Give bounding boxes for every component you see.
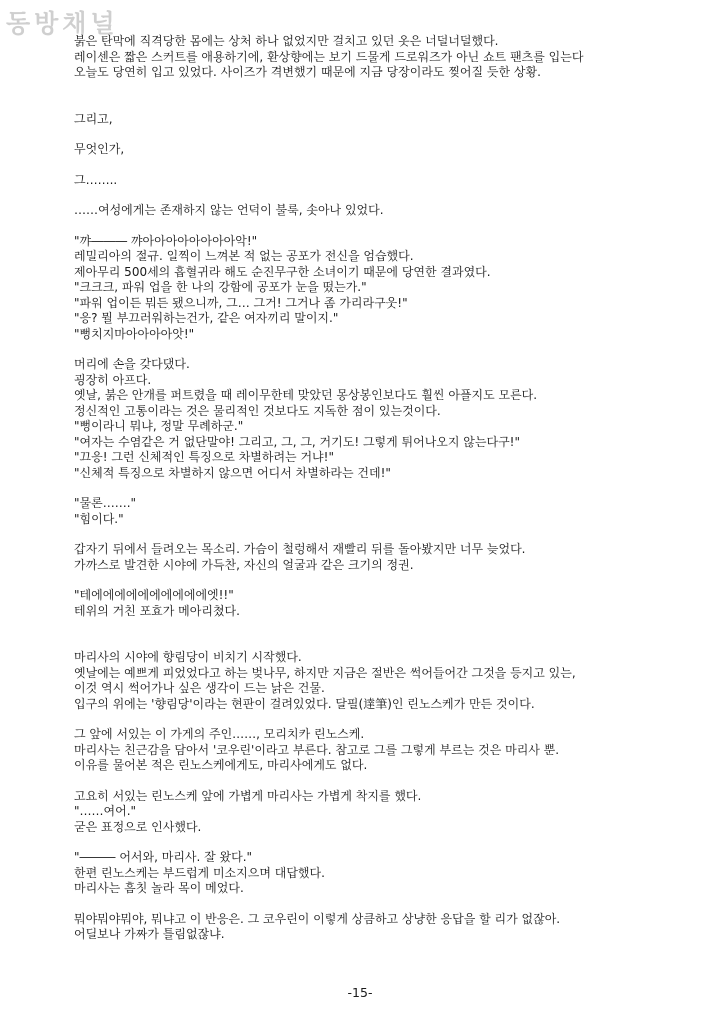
text-line: "물론……." — [74, 496, 137, 510]
paragraph — [74, 142, 634, 158]
paragraph — [74, 112, 634, 128]
text-line: 굳은 표정으로 인사했다. — [74, 819, 202, 834]
paragraph — [74, 850, 634, 897]
text-line: "뻥이라니 뭐냐, 정말 무례하군." — [74, 419, 244, 433]
text-line: 입구의 위에는 '향림당'이라는 현판이 걸려있었다. 달필(達筆)인 린노스케가 만든 것이다. — [74, 696, 535, 711]
text-line: "꺄――― 꺄아아아아아아아아악!" — [74, 233, 258, 248]
text-line: "……여어." — [74, 804, 137, 818]
text-line: 갑자기 뒤에서 들려오는 목소리. 가슴이 철렁해서 재빨리 뒤를 돌아봤지만 너무 늦었다. — [74, 542, 526, 556]
text-line: 고요히 서있는 린노스케 앞에 가볍게 마리사는 가볍게 착지를 했다. — [74, 788, 422, 803]
text-line: 그 앞에 서있는 이 가게의 주인……, 모리치카 린노스케. — [74, 727, 365, 741]
text-line: ……여성에게는 존재하지 않는 언덕이 불룩, 솟아나 있었다. — [74, 203, 384, 217]
text-line: "파워 업이든 뭐든 됐으니까, 그… 그거! 그거나 좀 가리라구웃!" — [74, 295, 408, 310]
text-line: 옛날, 붉은 안개를 퍼트렸을 때 레이무한테 맞았던 몽상봉인보다도 훨씬 아플지도 모른다. — [74, 388, 538, 402]
paragraph — [74, 173, 634, 189]
text-line: "테에에에에에에에에에에엣!!" — [74, 588, 234, 602]
watermark-logo: 동방채널 — [6, 9, 119, 38]
paragraph — [74, 203, 634, 219]
text-line: 머리에 손을 갖다댔다. — [74, 357, 190, 371]
text-line: 마리사의 시야에 향림당이 비치기 시작했다. — [74, 650, 302, 664]
page-body — [74, 34, 634, 943]
paragraph — [74, 234, 634, 343]
text-line: 이것 역시 썩어가나 싶은 생각이 드는 낡은 건물. — [74, 681, 325, 695]
text-line: "――― 어서와, 마리사. 잘 왔다." — [74, 850, 253, 864]
text-line: 무엇인가, — [74, 142, 125, 156]
paragraph — [74, 727, 634, 774]
text-line: 오늘도 당연히 입고 있었다. 사이즈가 격변했기 때문에 지금 당장이라도 찢어질 듯한 상황. — [74, 65, 541, 79]
paragraph — [74, 542, 634, 573]
text-line: "신체적 특징으로 차별하지 않으면 어디서 차별하라는 건데!" — [74, 465, 391, 480]
text-line: 한편 린노스케는 부드럽게 미소지으며 대답했다. — [74, 865, 325, 880]
text-line: 가까스로 발견한 시야에 가득찬, 자신의 얼굴과 같은 크기의 정권. — [74, 557, 414, 572]
text-line: 마리사는 흠칫 놀라 목이 메었다. — [74, 881, 244, 895]
text-line: 레이센은 짧은 스커트를 애용하기에, 환상향에는 보기 드물게 드로워즈가 아닌 쇼트 팬츠를 입는다 — [74, 49, 584, 64]
text-line: 붉은 탄막에 직격당한 몸에는 상처 하나 없었지만 걸치고 있던 옷은 너덜너덜했다. — [74, 34, 499, 48]
text-line: 굉장히 아프다. — [74, 372, 152, 387]
text-line: 정신적인 고통이라는 것은 물리적인 것보다도 지독한 점이 있는것이다. — [74, 403, 441, 418]
paragraph — [74, 650, 634, 712]
text-line: 이유를 물어본 적은 린노스케에게도, 마리사에게도 없다. — [74, 758, 368, 772]
text-line: 어딜보나 가짜가 틀림없잖냐. — [74, 927, 225, 941]
paragraph — [74, 912, 634, 943]
paragraph — [74, 496, 634, 527]
paragraph — [74, 357, 634, 481]
text-line: "힘이다." — [74, 511, 124, 526]
text-line: "끄응! 그런 신체적인 특징으로 차별하려는 거냐!" — [74, 450, 334, 464]
text-line: 뭐야뭐야뭐야, 뭐냐고 이 반응은. 그 코우린이 이렇게 상큼하고 상냥한 응답을 할 리가 없잖아. — [74, 911, 561, 926]
paragraph — [74, 789, 634, 836]
text-line: 테위의 거친 포효가 메아리쳤다. — [74, 603, 240, 618]
text-line: "응? 뭘 부끄러워하는건가, 같은 여자끼리 말이지." — [74, 311, 339, 325]
paragraph — [74, 34, 634, 81]
page-number: -15- — [347, 985, 373, 1000]
text-line: 제아무리 500세의 흡혈귀라 해도 순진무구한 소녀이기 때문에 당연한 결과였다. — [74, 264, 491, 279]
text-line: "뻥치지마아아아아앗!" — [74, 326, 195, 341]
text-line: "여자는 수염같은 거 없단말야! 그리고, 그, 그, 거기도! 그렇게 튀어나오지 않는다구!" — [74, 434, 521, 449]
text-line: "크크크, 파워 업을 한 나의 강함에 공포가 눈을 떴는가." — [74, 280, 367, 294]
text-line: 그…….. — [74, 172, 118, 187]
paragraph — [74, 588, 634, 619]
text-line: 마리사는 친근감을 담아서 '코우린'이라고 부른다. 참고로 그를 그렇게 부르는 것은 마리사 뿐. — [74, 742, 560, 757]
text-line: 레밀리아의 절규. 일찍이 느껴본 적 없는 공포가 전신을 엄습했다. — [74, 249, 414, 263]
text-line: 옛날에는 예쁘게 피었었다고 하는 벚나무, 하지만 지금은 절반은 썩어들어간 그것을 등지고 있는, — [74, 665, 576, 680]
text-line: 그리고, — [74, 111, 113, 126]
